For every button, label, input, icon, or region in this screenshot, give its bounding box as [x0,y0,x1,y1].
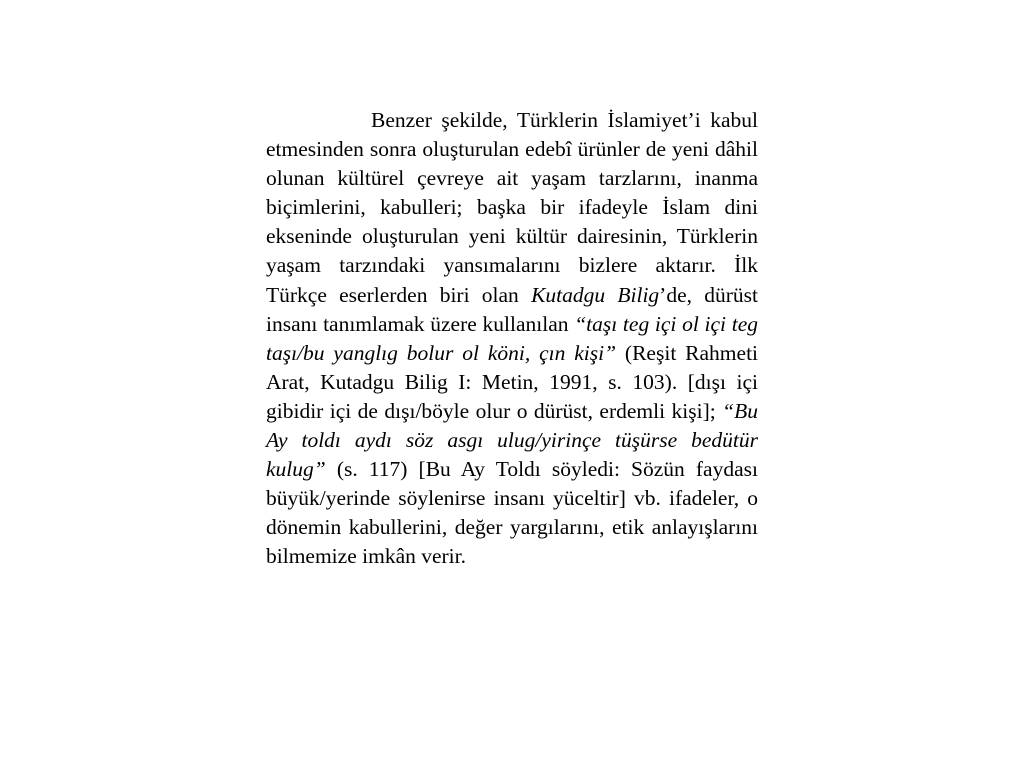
paragraph-text-1: Benzer şekilde, Türklerin İslamiyet’i kabul etmesinden sonra oluşturulan edebî ürünler de yeni dâhil olunan kültürel çevreye ait yaşam tarzlarını, inanma biçimlerini, kabulleri; başka bir ifadeyle İslam dini ekseninde oluşturulan yeni kültür dairesinin, Türklerin yaşam tarzındaki yansımalarını bizlere aktarır. İlk Türkçe eserlerden biri olan [266,108,758,307]
quote-tasi-teg: “taşı teg içi ol içi teg taşı/bu yanglıg bolur ol köni, çın kişi” [266,311,758,365]
body-paragraph [266,106,758,572]
book-title-kutadgu-bilig: Kutadgu Bilig [531,282,660,307]
quote-bu-ay-toldi: “Bu Ay toldı aydı söz asgı ulug/yirinçe tüşürse bedütür kulug” [266,398,758,482]
paragraph-text-2: ’de, dürüst insanı tanımlamak üzere kullanılan [266,282,758,336]
paragraph-text-4: (s. 117) [Bu Ay Toldı söyledi: Sözün faydası büyük/yerinde söylenirse insanı yüceltir] vb. ifadeler, o dönemin kabullerini, değer yargılarını, etik anlayışlarını bilmemize imkân verir. [266,457,758,569]
paragraph-text-3: (Reşit Rahmeti Arat, Kutadgu Bilig I: Metin, 1991, s. 103). [dışı içi gibidir içi de dışı/böyle olur o dürüst, erdemli kişi]; [266,340,759,423]
